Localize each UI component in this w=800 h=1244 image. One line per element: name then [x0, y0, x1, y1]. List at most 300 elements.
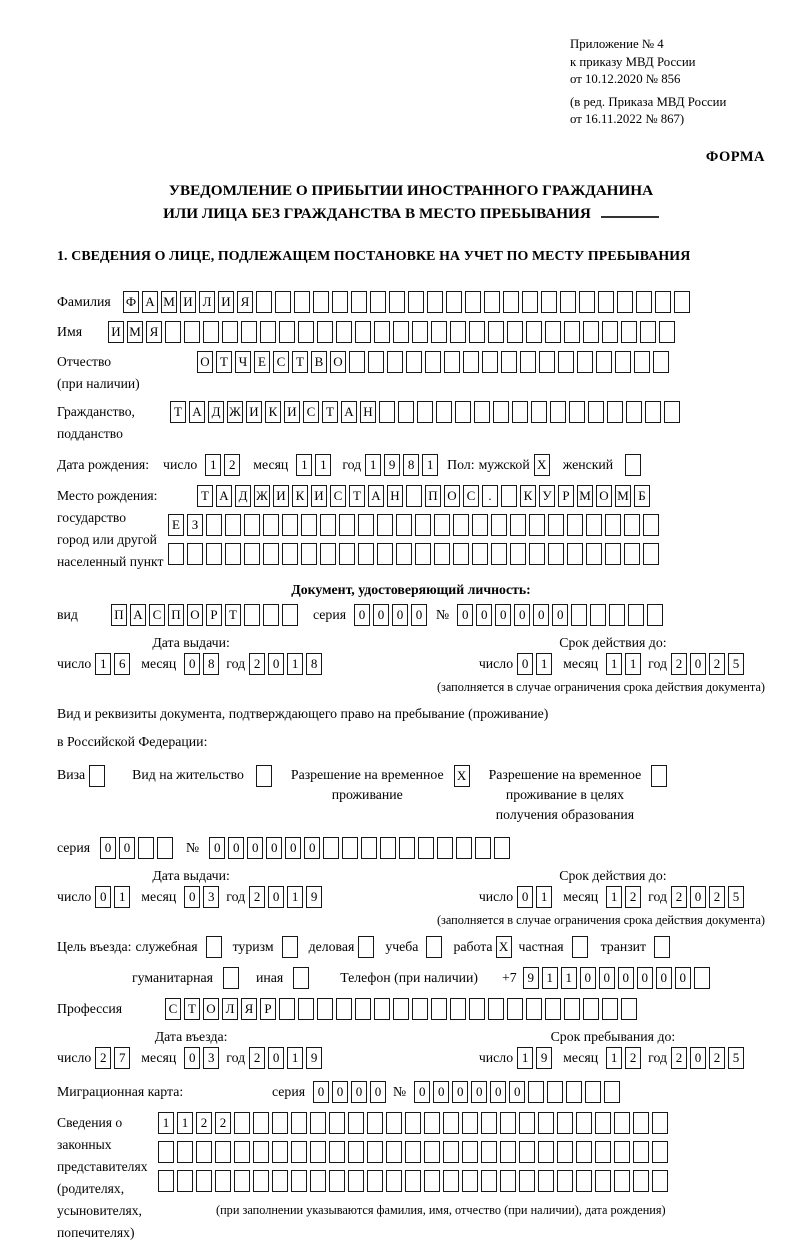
char-cell[interactable] — [187, 543, 203, 565]
char-cell[interactable] — [590, 604, 606, 626]
char-cell[interactable]: С — [463, 485, 479, 507]
char-cell[interactable]: 1 — [287, 653, 303, 675]
char-cell[interactable]: 0 — [119, 837, 135, 859]
char-cell[interactable] — [342, 837, 358, 859]
char-cell[interactable] — [317, 998, 333, 1020]
char-cell[interactable]: 1 — [536, 886, 552, 908]
char-cell[interactable] — [538, 1112, 554, 1134]
char-cell[interactable]: М — [615, 485, 631, 507]
char-cell[interactable] — [367, 1112, 383, 1134]
char-cell[interactable] — [380, 837, 396, 859]
char-cell[interactable] — [539, 351, 555, 373]
char-cell[interactable]: 2 — [709, 653, 725, 675]
residence-permit-checkbox[interactable] — [256, 765, 272, 787]
char-cell[interactable]: 2 — [95, 1047, 111, 1069]
char-cell[interactable]: К — [265, 401, 281, 423]
char-cell[interactable] — [310, 1141, 326, 1163]
char-cell[interactable] — [484, 291, 500, 313]
char-cell[interactable]: Т — [349, 485, 365, 507]
char-cell[interactable]: О — [187, 604, 203, 626]
char-cell[interactable] — [339, 543, 355, 565]
char-cell[interactable]: Л — [222, 998, 238, 1020]
char-cell[interactable]: О — [444, 485, 460, 507]
char-cell[interactable]: А — [189, 401, 205, 423]
char-cell[interactable]: 2 — [249, 653, 265, 675]
char-cell[interactable]: Д — [208, 401, 224, 423]
char-cell[interactable] — [529, 543, 545, 565]
char-cell[interactable] — [329, 1112, 345, 1134]
char-cell[interactable] — [547, 1081, 563, 1103]
res-valid-day-boxes[interactable] — [517, 886, 555, 908]
char-cell[interactable]: 8 — [403, 454, 419, 476]
legal-rep-boxes-row1[interactable] — [158, 1112, 671, 1134]
char-cell[interactable] — [598, 291, 614, 313]
char-cell[interactable] — [545, 998, 561, 1020]
char-cell[interactable] — [443, 1112, 459, 1134]
char-cell[interactable] — [500, 1112, 516, 1134]
char-cell[interactable]: Я — [237, 291, 253, 313]
char-cell[interactable]: 1 — [561, 967, 577, 989]
char-cell[interactable]: 6 — [114, 653, 130, 675]
char-cell[interactable]: 0 — [675, 967, 691, 989]
char-cell[interactable] — [386, 1170, 402, 1192]
char-cell[interactable] — [417, 401, 433, 423]
char-cell[interactable] — [633, 1141, 649, 1163]
char-cell[interactable]: 0 — [580, 967, 596, 989]
char-cell[interactable] — [374, 998, 390, 1020]
char-cell[interactable] — [557, 1112, 573, 1134]
char-cell[interactable] — [624, 543, 640, 565]
char-cell[interactable] — [585, 1081, 601, 1103]
id-issue-month-boxes[interactable] — [184, 653, 222, 675]
char-cell[interactable] — [481, 1141, 497, 1163]
char-cell[interactable]: Я — [241, 998, 257, 1020]
temp-residence-edu-checkbox[interactable] — [651, 765, 667, 787]
char-cell[interactable] — [348, 1170, 364, 1192]
char-cell[interactable]: Ж — [254, 485, 270, 507]
char-cell[interactable] — [399, 837, 415, 859]
char-cell[interactable]: М — [127, 321, 143, 343]
birth-place-boxes-row3[interactable] — [168, 543, 662, 565]
char-cell[interactable]: Ф — [123, 291, 139, 313]
char-cell[interactable] — [425, 351, 441, 373]
char-cell[interactable] — [607, 401, 623, 423]
char-cell[interactable] — [222, 321, 238, 343]
char-cell[interactable]: 0 — [599, 967, 615, 989]
char-cell[interactable] — [588, 401, 604, 423]
char-cell[interactable] — [507, 998, 523, 1020]
char-cell[interactable] — [215, 1170, 231, 1192]
char-cell[interactable] — [645, 401, 661, 423]
char-cell[interactable] — [358, 543, 374, 565]
char-cell[interactable] — [626, 401, 642, 423]
char-cell[interactable] — [652, 1170, 668, 1192]
char-cell[interactable]: 1 — [542, 967, 558, 989]
char-cell[interactable]: 2 — [625, 1047, 641, 1069]
char-cell[interactable] — [282, 543, 298, 565]
char-cell[interactable] — [481, 1112, 497, 1134]
char-cell[interactable] — [377, 543, 393, 565]
char-cell[interactable]: И — [273, 485, 289, 507]
char-cell[interactable] — [177, 1170, 193, 1192]
char-cell[interactable] — [583, 998, 599, 1020]
res-issue-month-boxes[interactable] — [184, 886, 222, 908]
char-cell[interactable] — [541, 291, 557, 313]
char-cell[interactable]: А — [341, 401, 357, 423]
char-cell[interactable] — [465, 291, 481, 313]
char-cell[interactable]: 1 — [606, 653, 622, 675]
res-number-boxes[interactable] — [209, 837, 513, 859]
char-cell[interactable] — [244, 543, 260, 565]
char-cell[interactable]: Е — [168, 514, 184, 536]
char-cell[interactable] — [301, 514, 317, 536]
char-cell[interactable] — [595, 1141, 611, 1163]
char-cell[interactable] — [583, 321, 599, 343]
char-cell[interactable] — [323, 837, 339, 859]
char-cell[interactable] — [519, 1170, 535, 1192]
legal-rep-boxes-row2[interactable] — [158, 1141, 671, 1163]
char-cell[interactable] — [263, 514, 279, 536]
char-cell[interactable] — [443, 1170, 459, 1192]
char-cell[interactable] — [348, 1112, 364, 1134]
char-cell[interactable]: 0 — [690, 1047, 706, 1069]
char-cell[interactable]: 0 — [313, 1081, 329, 1103]
char-cell[interactable] — [349, 351, 365, 373]
char-cell[interactable] — [415, 514, 431, 536]
char-cell[interactable]: 0 — [332, 1081, 348, 1103]
char-cell[interactable] — [253, 1112, 269, 1134]
char-cell[interactable] — [203, 321, 219, 343]
char-cell[interactable] — [596, 351, 612, 373]
char-cell[interactable] — [393, 998, 409, 1020]
char-cell[interactable]: 1 — [296, 454, 312, 476]
char-cell[interactable] — [579, 291, 595, 313]
char-cell[interactable] — [225, 543, 241, 565]
char-cell[interactable] — [320, 543, 336, 565]
char-cell[interactable]: Т — [184, 998, 200, 1020]
char-cell[interactable]: С — [273, 351, 289, 373]
purpose-transit-checkbox[interactable] — [654, 936, 670, 958]
char-cell[interactable]: 5 — [728, 653, 744, 675]
char-cell[interactable]: 2 — [671, 653, 687, 675]
char-cell[interactable] — [272, 1170, 288, 1192]
char-cell[interactable]: 0 — [414, 1081, 430, 1103]
char-cell[interactable]: 0 — [392, 604, 408, 626]
char-cell[interactable]: 1 — [287, 886, 303, 908]
char-cell[interactable] — [500, 1170, 516, 1192]
char-cell[interactable] — [294, 291, 310, 313]
char-cell[interactable] — [253, 1170, 269, 1192]
char-cell[interactable] — [446, 291, 462, 313]
char-cell[interactable] — [557, 1141, 573, 1163]
char-cell[interactable]: 1 — [114, 886, 130, 908]
char-cell[interactable] — [379, 401, 395, 423]
entry-day-boxes[interactable] — [95, 1047, 133, 1069]
char-cell[interactable] — [358, 514, 374, 536]
female-checkbox[interactable] — [625, 454, 641, 476]
char-cell[interactable]: 2 — [249, 886, 265, 908]
char-cell[interactable]: 2 — [709, 886, 725, 908]
char-cell[interactable] — [301, 543, 317, 565]
char-cell[interactable] — [456, 837, 472, 859]
char-cell[interactable]: 1 — [287, 1047, 303, 1069]
char-cell[interactable] — [602, 321, 618, 343]
char-cell[interactable]: 0 — [354, 604, 370, 626]
char-cell[interactable] — [436, 401, 452, 423]
char-cell[interactable] — [548, 514, 564, 536]
char-cell[interactable] — [406, 351, 422, 373]
char-cell[interactable]: 9 — [536, 1047, 552, 1069]
char-cell[interactable] — [566, 1081, 582, 1103]
char-cell[interactable] — [576, 1112, 592, 1134]
id-series-boxes[interactable] — [354, 604, 430, 626]
char-cell[interactable] — [291, 1141, 307, 1163]
char-cell[interactable]: О — [203, 998, 219, 1020]
char-cell[interactable]: 0 — [266, 837, 282, 859]
char-cell[interactable]: 1 — [606, 886, 622, 908]
char-cell[interactable] — [621, 998, 637, 1020]
char-cell[interactable]: 0 — [411, 604, 427, 626]
char-cell[interactable] — [577, 351, 593, 373]
char-cell[interactable] — [260, 321, 276, 343]
char-cell[interactable] — [694, 967, 710, 989]
char-cell[interactable]: П — [425, 485, 441, 507]
char-cell[interactable]: 2 — [625, 886, 641, 908]
char-cell[interactable] — [279, 321, 295, 343]
char-cell[interactable] — [291, 1112, 307, 1134]
char-cell[interactable] — [634, 351, 650, 373]
res-issue-day-boxes[interactable] — [95, 886, 133, 908]
char-cell[interactable] — [586, 514, 602, 536]
char-cell[interactable] — [450, 998, 466, 1020]
char-cell[interactable]: 0 — [304, 837, 320, 859]
char-cell[interactable] — [526, 321, 542, 343]
char-cell[interactable] — [367, 1170, 383, 1192]
entry-month-boxes[interactable] — [184, 1047, 222, 1069]
char-cell[interactable]: 5 — [728, 1047, 744, 1069]
char-cell[interactable] — [256, 291, 272, 313]
char-cell[interactable]: П — [168, 604, 184, 626]
char-cell[interactable]: И — [246, 401, 262, 423]
char-cell[interactable] — [548, 543, 564, 565]
char-cell[interactable]: П — [111, 604, 127, 626]
char-cell[interactable]: С — [165, 998, 181, 1020]
char-cell[interactable]: 0 — [95, 886, 111, 908]
char-cell[interactable] — [453, 543, 469, 565]
char-cell[interactable] — [615, 351, 631, 373]
char-cell[interactable] — [412, 998, 428, 1020]
char-cell[interactable]: 1 — [606, 1047, 622, 1069]
char-cell[interactable] — [605, 514, 621, 536]
patronymic-boxes[interactable] — [197, 351, 672, 373]
profession-boxes[interactable] — [165, 998, 640, 1020]
char-cell[interactable] — [659, 321, 675, 343]
char-cell[interactable]: 0 — [452, 1081, 468, 1103]
char-cell[interactable] — [434, 514, 450, 536]
char-cell[interactable]: Я — [146, 321, 162, 343]
res-valid-month-boxes[interactable] — [606, 886, 644, 908]
char-cell[interactable]: 3 — [203, 886, 219, 908]
char-cell[interactable] — [614, 1112, 630, 1134]
char-cell[interactable]: 0 — [433, 1081, 449, 1103]
char-cell[interactable]: 1 — [536, 653, 552, 675]
char-cell[interactable]: Т — [292, 351, 308, 373]
char-cell[interactable]: 7 — [114, 1047, 130, 1069]
char-cell[interactable] — [450, 321, 466, 343]
char-cell[interactable]: 1 — [158, 1112, 174, 1134]
char-cell[interactable] — [412, 321, 428, 343]
char-cell[interactable]: 0 — [495, 604, 511, 626]
char-cell[interactable] — [427, 291, 443, 313]
char-cell[interactable] — [633, 1170, 649, 1192]
id-valid-month-boxes[interactable] — [606, 653, 644, 675]
char-cell[interactable] — [614, 1170, 630, 1192]
char-cell[interactable] — [482, 351, 498, 373]
id-issue-day-boxes[interactable] — [95, 653, 133, 675]
purpose-business-checkbox[interactable] — [358, 936, 374, 958]
purpose-humanitarian-checkbox[interactable] — [223, 967, 239, 989]
char-cell[interactable] — [298, 321, 314, 343]
temp-residence-checkbox[interactable]: X — [454, 765, 470, 787]
char-cell[interactable] — [437, 837, 453, 859]
char-cell[interactable]: 0 — [370, 1081, 386, 1103]
char-cell[interactable] — [424, 1141, 440, 1163]
char-cell[interactable]: И — [218, 291, 234, 313]
char-cell[interactable] — [310, 1112, 326, 1134]
char-cell[interactable] — [493, 401, 509, 423]
char-cell[interactable] — [472, 543, 488, 565]
char-cell[interactable] — [215, 1141, 231, 1163]
char-cell[interactable] — [652, 1112, 668, 1134]
char-cell[interactable] — [519, 1112, 535, 1134]
char-cell[interactable]: Р — [558, 485, 574, 507]
res-issue-year-boxes[interactable] — [249, 886, 325, 908]
char-cell[interactable] — [526, 998, 542, 1020]
stay-year-boxes[interactable] — [671, 1047, 747, 1069]
char-cell[interactable] — [538, 1141, 554, 1163]
char-cell[interactable] — [329, 1170, 345, 1192]
char-cell[interactable]: 9 — [306, 1047, 322, 1069]
char-cell[interactable] — [234, 1141, 250, 1163]
id-issue-year-boxes[interactable] — [249, 653, 325, 675]
char-cell[interactable] — [348, 1141, 364, 1163]
char-cell[interactable]: 0 — [228, 837, 244, 859]
char-cell[interactable]: 0 — [690, 886, 706, 908]
char-cell[interactable] — [501, 351, 517, 373]
char-cell[interactable] — [206, 543, 222, 565]
char-cell[interactable] — [355, 321, 371, 343]
char-cell[interactable]: . — [482, 485, 498, 507]
char-cell[interactable]: К — [520, 485, 536, 507]
char-cell[interactable]: 2 — [224, 454, 240, 476]
char-cell[interactable] — [655, 291, 671, 313]
char-cell[interactable] — [310, 1170, 326, 1192]
char-cell[interactable] — [408, 291, 424, 313]
char-cell[interactable]: 1 — [625, 653, 641, 675]
birth-day-boxes[interactable] — [205, 454, 243, 476]
char-cell[interactable] — [576, 1170, 592, 1192]
char-cell[interactable] — [529, 514, 545, 536]
char-cell[interactable]: Н — [387, 485, 403, 507]
char-cell[interactable]: 8 — [203, 653, 219, 675]
char-cell[interactable] — [253, 1141, 269, 1163]
char-cell[interactable]: 0 — [268, 1047, 284, 1069]
char-cell[interactable]: 0 — [471, 1081, 487, 1103]
purpose-study-checkbox[interactable] — [426, 936, 442, 958]
char-cell[interactable] — [550, 401, 566, 423]
char-cell[interactable]: 0 — [637, 967, 653, 989]
char-cell[interactable]: 1 — [517, 1047, 533, 1069]
char-cell[interactable]: М — [577, 485, 593, 507]
char-cell[interactable]: 1 — [95, 653, 111, 675]
char-cell[interactable]: 0 — [490, 1081, 506, 1103]
char-cell[interactable] — [431, 998, 447, 1020]
entry-year-boxes[interactable] — [249, 1047, 325, 1069]
char-cell[interactable] — [165, 321, 181, 343]
char-cell[interactable] — [244, 514, 260, 536]
char-cell[interactable] — [177, 1141, 193, 1163]
char-cell[interactable]: 1 — [365, 454, 381, 476]
char-cell[interactable]: 0 — [285, 837, 301, 859]
char-cell[interactable]: У — [539, 485, 555, 507]
char-cell[interactable] — [241, 321, 257, 343]
char-cell[interactable]: 0 — [552, 604, 568, 626]
char-cell[interactable]: 2 — [249, 1047, 265, 1069]
char-cell[interactable] — [475, 837, 491, 859]
char-cell[interactable] — [415, 543, 431, 565]
char-cell[interactable] — [576, 1141, 592, 1163]
char-cell[interactable] — [405, 1112, 421, 1134]
char-cell[interactable] — [604, 1081, 620, 1103]
char-cell[interactable] — [444, 351, 460, 373]
char-cell[interactable]: Т — [225, 604, 241, 626]
char-cell[interactable] — [500, 1141, 516, 1163]
char-cell[interactable] — [643, 543, 659, 565]
char-cell[interactable]: 1 — [205, 454, 221, 476]
char-cell[interactable] — [494, 837, 510, 859]
char-cell[interactable]: О — [197, 351, 213, 373]
char-cell[interactable] — [510, 543, 526, 565]
char-cell[interactable] — [320, 514, 336, 536]
char-cell[interactable]: З — [187, 514, 203, 536]
char-cell[interactable] — [503, 291, 519, 313]
char-cell[interactable] — [387, 351, 403, 373]
char-cell[interactable] — [522, 291, 538, 313]
birth-place-boxes-row2[interactable] — [168, 514, 662, 536]
char-cell[interactable] — [424, 1112, 440, 1134]
char-cell[interactable] — [621, 321, 637, 343]
male-checkbox[interactable]: X — [534, 454, 550, 476]
char-cell[interactable] — [313, 291, 329, 313]
char-cell[interactable] — [272, 1112, 288, 1134]
char-cell[interactable] — [558, 351, 574, 373]
char-cell[interactable] — [275, 291, 291, 313]
char-cell[interactable] — [158, 1141, 174, 1163]
char-cell[interactable]: 2 — [196, 1112, 212, 1134]
char-cell[interactable] — [647, 604, 663, 626]
char-cell[interactable] — [564, 998, 580, 1020]
char-cell[interactable]: В — [311, 351, 327, 373]
char-cell[interactable] — [374, 321, 390, 343]
char-cell[interactable]: 1 — [315, 454, 331, 476]
char-cell[interactable] — [434, 543, 450, 565]
char-cell[interactable]: Т — [216, 351, 232, 373]
legal-rep-boxes-row3[interactable] — [158, 1170, 671, 1192]
char-cell[interactable] — [244, 604, 260, 626]
char-cell[interactable]: 0 — [373, 604, 389, 626]
char-cell[interactable] — [393, 321, 409, 343]
char-cell[interactable] — [617, 291, 633, 313]
